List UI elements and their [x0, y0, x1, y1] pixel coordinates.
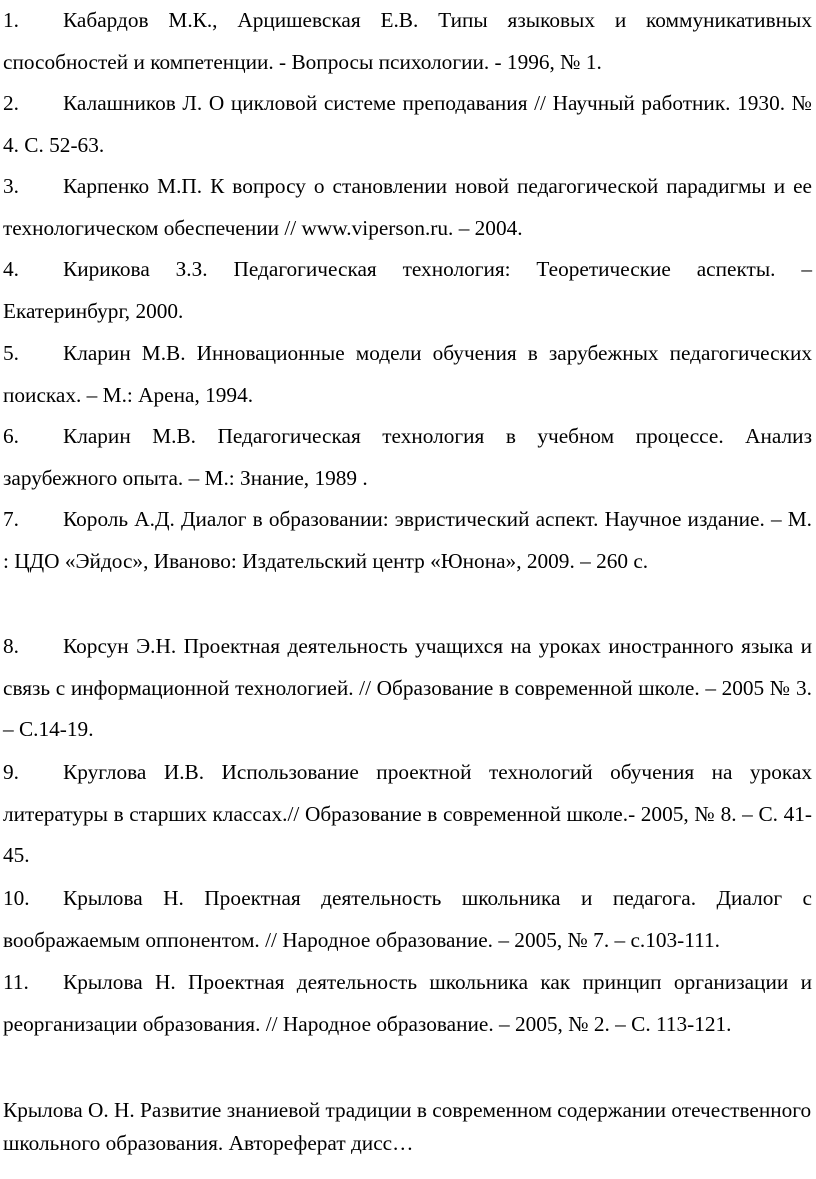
reference-text: Кларин М.В. Педагогическая технология в учебном процессе. Анализ зарубежного опыта. – М.: Знание, 1989 . [3, 424, 812, 490]
reference-text: Кларин М.В. Инновационные модели обучения в зарубежных педагогических поисках. – М.: Арена, 1994. [3, 341, 812, 407]
reference-number: 2. [3, 91, 19, 115]
reference-item-2 [3, 83, 812, 166]
reference-number: 5. [3, 341, 19, 365]
reference-number: 9. [3, 760, 19, 784]
reference-text: Кирикова З.З. Педагогическая технология: Теоретические аспекты. – Екатеринбург, 2000. [3, 257, 812, 323]
reference-text: Корсун Э.Н. Проектная деятельность учащихся на уроках иностранного языка и связь с информационной технологией. // Образование в современной школе. – 2005 № 3. – С.14-19. [3, 634, 812, 741]
reference-item-5 [3, 333, 812, 416]
reference-number: 1. [3, 8, 19, 32]
reference-number: 4. [3, 257, 19, 281]
trailing-reference: Крылова О. Н. Развитие знаниевой традиции в современном содержании отечественного школьного образования. Автореферат дисс… [3, 1098, 812, 1155]
reference-number: 3. [3, 174, 19, 198]
reference-number: 7. [3, 507, 19, 531]
reference-item-6 [3, 416, 812, 499]
reference-text: Карпенко М.П. К вопросу о становлении новой педагогической парадигмы и ее технологическом обеспечении // www.viperson.ru. – 2004. [3, 174, 812, 240]
reference-number: 8. [3, 634, 19, 658]
reference-item-8 [3, 626, 812, 751]
reference-item-10 [3, 878, 812, 961]
reference-text: Крылова Н. Проектная деятельность школьника и педагога. Диалог с воображаемым оппонентом. // Народное образование. – 2005, № 7. – с.103-111. [3, 886, 812, 952]
reference-item-9 [3, 752, 812, 877]
reference-text: Король А.Д. Диалог в образовании: эвристический аспект. Научное издание. – М. : ЦДО «Эйдос», Иваново: Издательский центр «Юнона», 2009. – 260 с. [3, 507, 812, 573]
reference-number: 11. [3, 970, 29, 994]
reference-item-7 [3, 499, 812, 582]
reference-text: Кабардов М.К., Арцишевская Е.В. Типы языковых и коммуникативных способностей и компетенции. - Вопросы психологии. - 1996, № 1. [3, 8, 812, 74]
reference-text: Крылова Н. Проектная деятельность школьника как принцип организации и реорганизации образования. // Народное образование. – 2005, № 2. – С. 113-121. [3, 970, 812, 1036]
reference-item-11 [3, 962, 812, 1045]
reference-number: 6. [3, 424, 19, 448]
reference-number: 10. [3, 886, 30, 910]
reference-item-1 [3, 0, 812, 83]
reference-item-3 [3, 166, 812, 249]
reference-item-4 [3, 249, 812, 332]
reference-text: Калашников Л. О цикловой системе преподавания // Научный работник. 1930. № 4. С. 52-63. [3, 91, 812, 157]
reference-text: Круглова И.В. Использование проектной технологий обучения на уроках литературы в старших классах.// Образование в современной школе.- 2005, № 8. – С. 41-45. [3, 760, 812, 867]
